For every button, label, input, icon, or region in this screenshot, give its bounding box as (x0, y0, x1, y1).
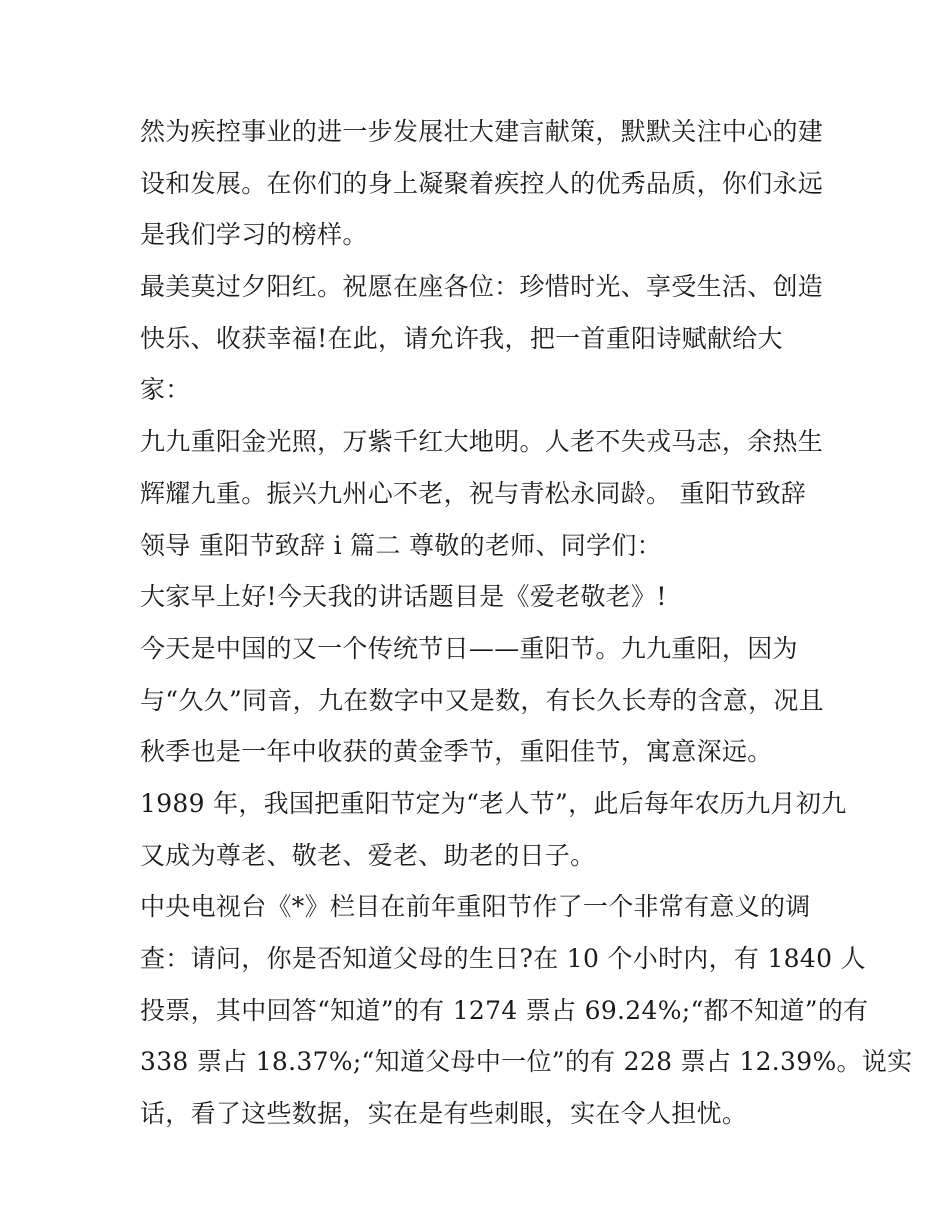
text-line: 与“久久”同音，九在数字中又是数，有长久长寿的含意，况且 (140, 685, 824, 715)
text-line: 又成为尊老、敬老、爱老、助老的日子。 (140, 840, 596, 870)
text-line: 最美莫过夕阳红。祝愿在座各位：珍惜时光、享受生活、创造 (140, 272, 824, 302)
text-line: 领导 重阳节致辞 i 篇二 尊敬的老师、同学们： (140, 530, 662, 560)
text-line: 快乐、收获幸福!在此，请允许我，把一首重阳诗赋献给大 (140, 323, 783, 353)
text-line: 大家早上好!今天我的讲话题目是《爱老敬老》! (140, 582, 667, 612)
text-line: 中央电视台《*》栏目在前年重阳节作了一个非常有意义的调 (140, 892, 811, 922)
text-line: 九九重阳金光照，万紫千红大地明。人老不失戎马志，余热生 (140, 427, 824, 457)
text-line: 话，看了这些数据，实在是有些刺眼，实在令人担忧。 (140, 1099, 748, 1129)
text-line: 家： (140, 375, 191, 405)
text-line: 今天是中国的又一个传统节日——重阳节。九九重阳，因为 (140, 633, 798, 663)
text-line: 投票，其中回答“知道”的有 1274 票占 69.24%;“都不知道”的有 (140, 995, 869, 1025)
text-line: 然为疾控事业的进一步发展壮大建言献策，默默关注中心的建 (140, 117, 824, 146)
text-line: 查：请问，你是否知道父母的生日?在 10 个小时内，有 1840 人 (140, 944, 866, 973)
text-line: 1989 年，我国把重阳节定为“老人节”，此后每年农历九月初九 (140, 788, 847, 818)
text-line: 设和发展。在你们的身上凝聚着疾控人的优秀品质，你们永远 (140, 168, 824, 198)
text-line: 辉耀九重。振兴九州心不老，祝与青松永同龄。 重阳节致辞 (140, 478, 807, 508)
text-line: 秋季也是一年中收获的黄金季节，重阳佳节，寓意深远。 (140, 737, 773, 767)
text-line: 338 票占 18.37%;“知道父母中一位”的有 228 票占 12.39%。说实 (140, 1047, 913, 1077)
text-line: 是我们学习的榜样。 (140, 220, 368, 250)
body-text (140, 106, 913, 1140)
